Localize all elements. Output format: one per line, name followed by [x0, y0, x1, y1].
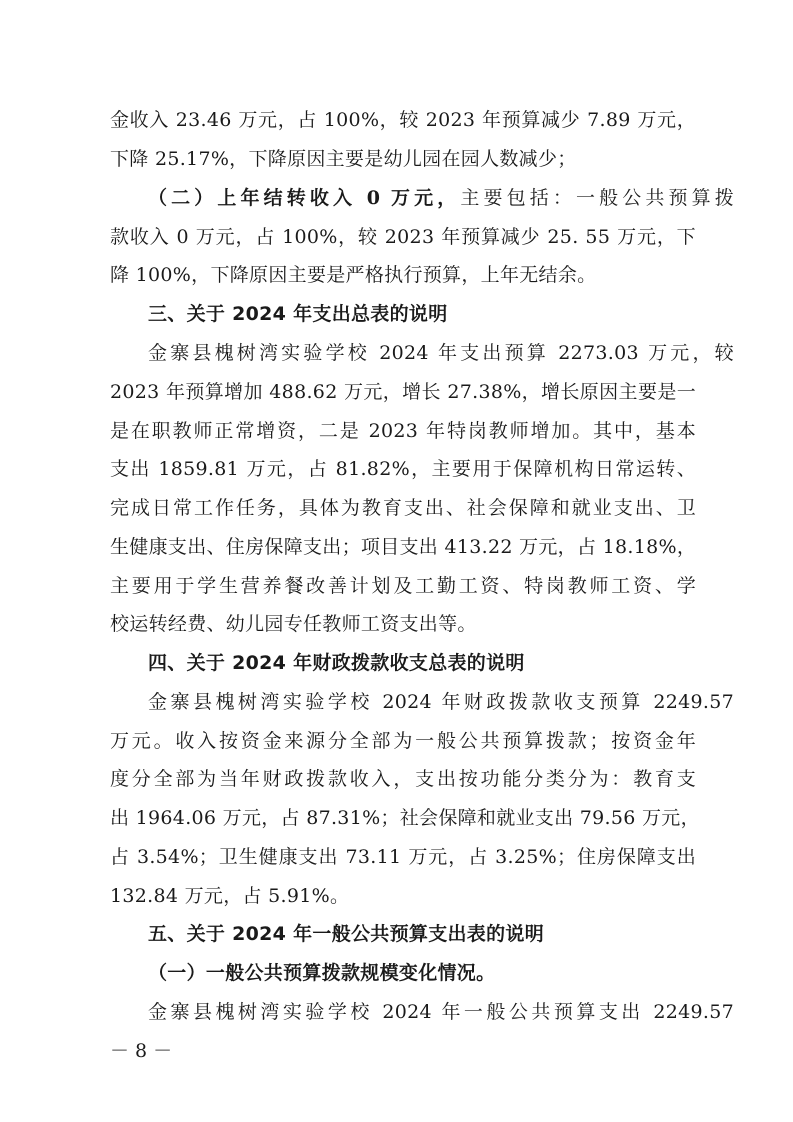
body-line: 下降 25.17%，下降原因主要是幼儿园在园人数减少；	[110, 148, 577, 170]
body-line: 占 3.54%；卫生健康支出 73.11 万元，占 3.25%；住房保障支出	[110, 846, 696, 868]
body-line: 金寨县槐树湾实验学校 2024 年财政拨款收支预算 2249.57	[148, 691, 734, 713]
section-heading: 三、关于 2024 年支出总表的说明	[148, 303, 448, 325]
body-line: 出 1964.06 万元，占 87.31%；社会保障和就业支出 79.56 万元，	[110, 807, 700, 829]
section-heading: 五、关于 2024 年一般公共预算支出表的说明	[148, 923, 545, 945]
body-line: 金寨县槐树湾实验学校 2024 年一般公共预算支出 2249.57	[148, 1001, 734, 1023]
body-line: 支出 1859.81 万元，占 81.82%，主要用于保障机构日常运转、	[110, 458, 696, 480]
body-line: 2023 年预算增加 488.62 万元，增长 27.38%，增长原因主要是一	[110, 381, 696, 403]
body-line: 万元。收入按资金来源分全部为一般公共预算拨款；按资金年	[110, 730, 696, 752]
body-line: 金收入 23.46 万元，占 100%，较 2023 年预算减少 7.89 万元，	[110, 109, 696, 131]
body-line: 是在职教师正常增资，二是 2023 年特岗教师增加。其中，基本	[110, 420, 696, 442]
page-number: － 8 －	[110, 1040, 173, 1062]
body-line: 校运转经费、幼儿园专任教师工资支出等。	[110, 613, 477, 635]
subsection-paragraph-line	[148, 185, 734, 211]
body-text: 主要包括：一般公共预算拨	[460, 187, 734, 209]
body-line: 度分全部为当年财政拨款收入，支出按功能分类分为：教育支	[110, 768, 696, 790]
subsection-heading: （二）上年结转收入 0 万元，	[148, 187, 461, 209]
body-line: 金寨县槐树湾实验学校 2024 年支出预算 2273.03 万元，较	[148, 342, 734, 364]
body-line: 主要用于学生营养餐改善计划及工勤工资、特岗教师工资、学	[110, 575, 696, 597]
section-heading: 四、关于 2024 年财政拨款收支总表的说明	[148, 652, 525, 674]
subsection-heading: （一）一般公共预算拨款规模变化情况。	[148, 962, 496, 984]
body-line: 生健康支出、住房保障支出；项目支出 413.22 万元，占 18.18%，	[110, 536, 697, 558]
body-line: 降 100%，下降原因主要是严格执行预算，上年无结余。	[110, 264, 597, 286]
body-line: 完成日常工作任务，具体为教育支出、社会保障和就业支出、卫	[110, 497, 696, 519]
body-line: 款收入 0 万元，占 100%，较 2023 年预算减少 25. 55 万元，下	[110, 226, 696, 248]
body-line: 132.84 万元，占 5.91%。	[110, 885, 350, 907]
